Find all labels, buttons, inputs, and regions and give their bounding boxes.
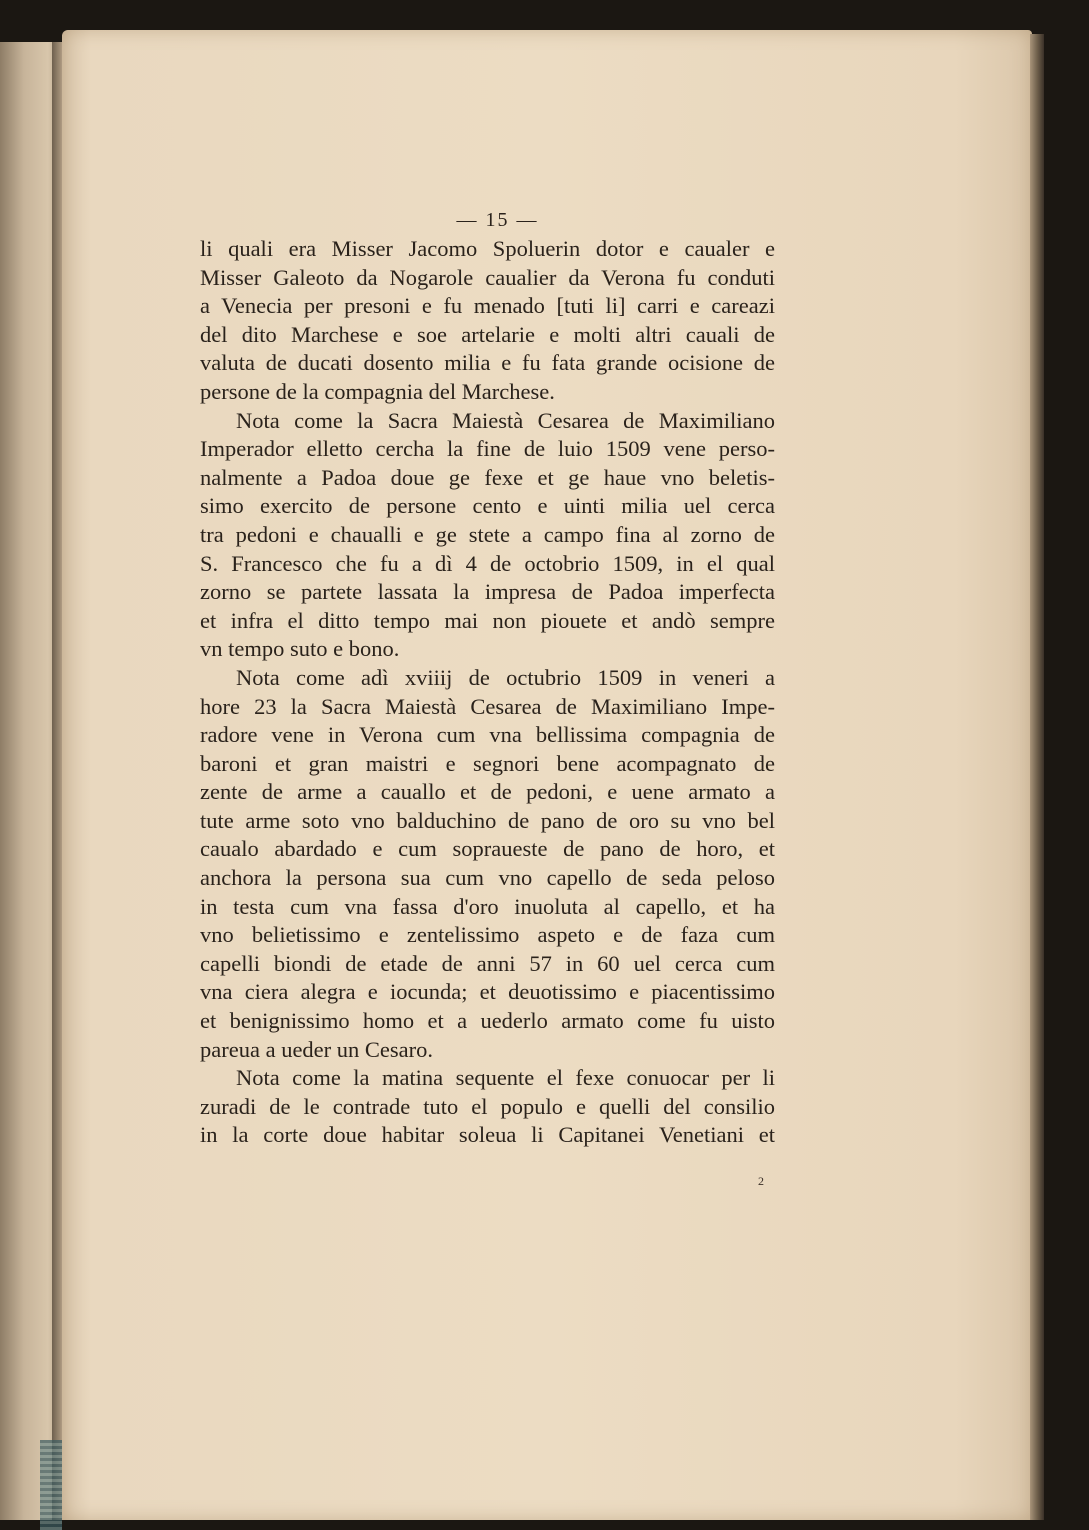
text-line: S. Francesco che fu a dì 4 de octobrio 1509, in el qual (200, 550, 775, 576)
text-line: in testa cum vna fassa d'oro inuoluta al capello, et ha (200, 893, 775, 919)
text-line: simo exercito de persone cento e uinti milia uel cerca (200, 493, 775, 519)
text-line: persone de la compagnia del Marchese. (200, 378, 555, 404)
binding-strip (40, 1440, 62, 1530)
text-line: et benignissimo homo et a uederlo armato come fu uisto (200, 1008, 775, 1034)
text-line: vn tempo suto e bono. (200, 636, 400, 662)
left-page-edge (0, 42, 60, 1520)
text-line: capelli biondi de etade de anni 57 in 60 uel cerca cum (200, 950, 775, 976)
text-line: anchora la persona sua cum vno capello de seda peloso (200, 865, 775, 891)
text-line: baroni et gran maistri e segnori bene acompagnato de (200, 750, 775, 776)
text-line: in la corte doue habitar soleua li Capitanei Venetiani et (200, 1122, 775, 1148)
text-line: zorno se partete lassata la impresa de Padoa imperfecta (200, 579, 775, 605)
signature-mark: 2 (758, 1174, 764, 1188)
text-line: nalmente a Padoa doue ge fexe et ge haue vno beletis- (200, 464, 775, 490)
text-line: Misser Galeoto da Nogarole caualier da Verona fu conduti (200, 264, 775, 290)
text-line: tra pedoni e chaualli e ge stete a campo fina al zorno de (200, 521, 775, 547)
text-line: vno belietissimo e zentelissimo aspeto e de faza cum (200, 922, 775, 948)
text-lines (200, 235, 775, 1150)
text-line: hore 23 la Sacra Maiestà Cesarea de Maximiliano Impe- (200, 693, 775, 719)
text-line: pareua a ueder un Cesaro. (200, 1036, 434, 1062)
text-line: Nota come adì xviiij de octubrio 1509 in veneri a (236, 664, 775, 690)
text-line: et infra el ditto tempo mai non piouete et andò sempre (200, 607, 775, 633)
text-line: valuta de ducati dosento milia e fu fata grande ocisione de (200, 350, 775, 376)
text-line: Nota come la matina sequente el fexe conuocar per li (236, 1065, 775, 1091)
text-line: Nota come la Sacra Maiestà Cesarea de Maximiliano (236, 407, 775, 433)
page-edge-shadow (1030, 34, 1044, 1520)
text-line: zuradi de le contrade tuto el populo e quelli del consilio (200, 1093, 775, 1119)
page-text (200, 205, 775, 1150)
text-line: vna ciera alegra e iocunda; et deuotissimo e piacentissimo (200, 979, 775, 1005)
text-line: Imperador elletto cercha la fine de luio 1509 vene perso- (200, 436, 775, 462)
text-line: tute arme soto vno balduchino de pano de oro su vno bel (200, 807, 775, 833)
text-line: a Venecia per presoni e fu menado [tuti li] carri e careazi (200, 293, 775, 319)
text-line: del dito Marchese e soe artelarie e molti altri cauali de (200, 321, 775, 347)
text-line: radore vene in Verona cum vna bellissima compagnia de (200, 722, 775, 748)
page-number: — 15 — (456, 209, 539, 231)
text-line: caualo abardado e cum sopraueste de pano de horo, et (200, 836, 775, 862)
text-line: zente de arme a cauallo et de pedoni, e uene armato a (200, 779, 775, 805)
text-line: li quali era Misser Jacomo Spoluerin dotor e caualer e (200, 236, 775, 261)
